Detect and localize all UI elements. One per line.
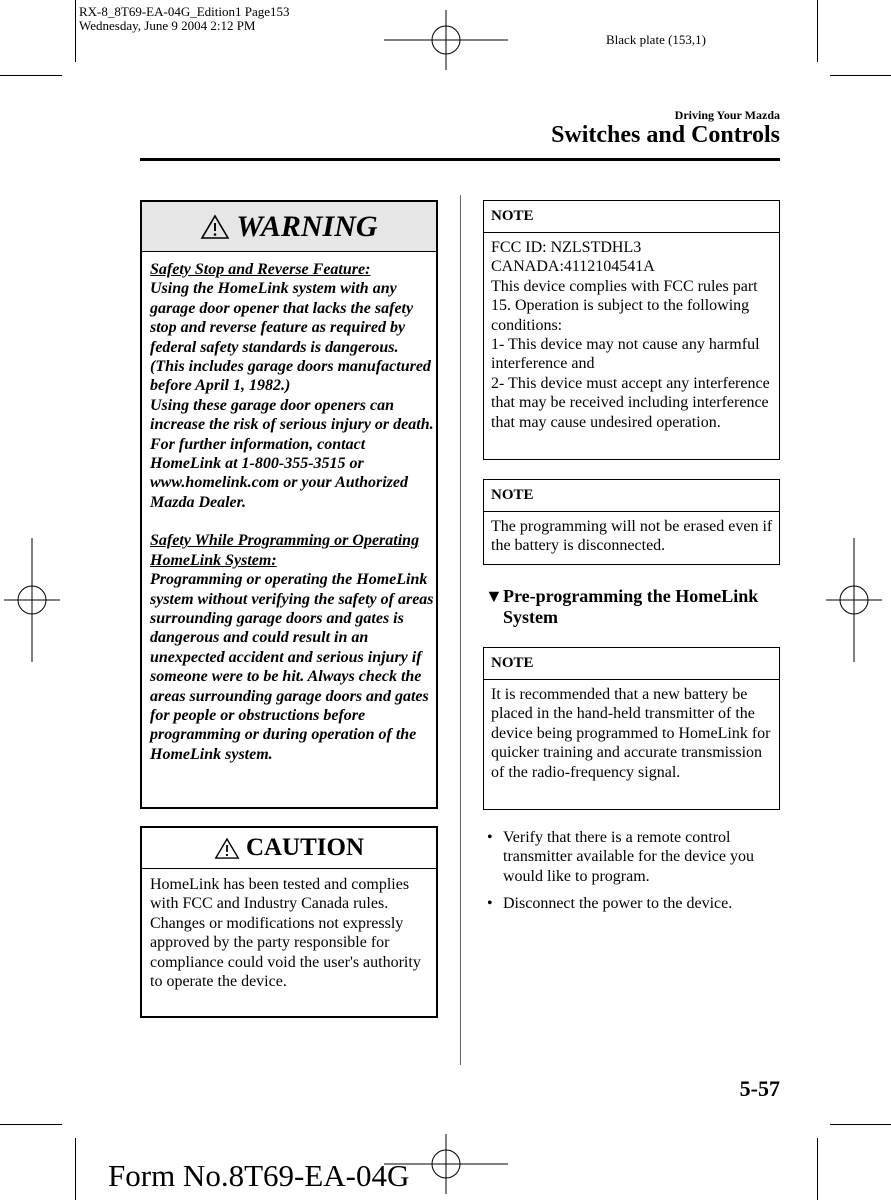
caution-box [140,826,438,1018]
caution-header [142,828,436,869]
crop-mark [817,1138,818,1200]
list-item-text: Disconnect the power to the device. [503,895,733,913]
note-line: FCC ID: NZLSTDHL3 [491,239,642,256]
warning-subhead-safety-stop: Safety Stop and Reverse Feature: [150,261,371,278]
column-divider [460,195,461,1065]
warning-paragraph: Using these garage door openers can increase the risk of serious injury or death. For further information, contact HomeLink at 1-800-355-3515 or www.homelink.com or your Authorized Mazda Dealer. [150,396,434,511]
note-box-fcc [483,200,780,460]
note-line: 1- This device may not cause any harmful interference and [491,336,760,373]
note-line: The programming will not be erased even if the battery is disconnected. [491,518,773,555]
warning-paragraph: Programming or operating the HomeLink system without verifying the safety of areas surrounding garage doors and gates is dangerous and could result in an unexpected accident and serious injury if someone were to be hit. Always check the areas surrounding garage doors and gates for people or obstructions before programming or during operation of the HomeLink system. [150,571,434,763]
crop-mark [0,75,62,76]
warning-subhead-programming: Safety While Programming or Operating HomeLink System: [150,532,420,569]
caution-triangle-icon [214,837,240,860]
note-box-recommendation [483,647,780,810]
caution-heading: CAUTION [245,834,365,861]
warning-heading: WARNING [236,209,378,243]
crop-mark [0,1124,62,1125]
crop-mark [830,75,891,76]
subsection-title: Pre-programming the HomeLink System [503,586,759,627]
note-heading: NOTE [484,201,779,233]
note-line: It is recommended that a new battery be placed in the hand-held transmitter of the device being programmed to HomeLink for quicker training and accurate transmission of the radio-frequency signal. [491,686,771,781]
note-line: This device complies with FCC rules part 15. Operation is subject to the following conditions: [491,277,758,334]
crop-mark [75,0,76,62]
registration-mark-right [826,538,882,662]
page-number: 5-57 [739,1076,780,1101]
note-heading: NOTE [484,480,779,512]
warning-box [140,200,438,809]
page-title: Switches and Controls [551,122,780,148]
header-rule [140,158,780,161]
section-kicker: Driving Your Mazda [674,108,780,122]
crop-mark [830,1124,891,1125]
crop-mark [75,1138,76,1200]
note-body [484,233,779,432]
list-item: • Disconnect the power to the device. [487,895,733,913]
warning-triangle-icon [200,214,230,240]
subsection-heading [485,586,785,628]
note-heading: NOTE [484,648,779,680]
crop-mark [817,0,818,62]
triangle-down-icon: ▼ [485,586,503,606]
plate-label: Black plate (153,1) [606,32,706,47]
warning-paragraph: Using the HomeLink system with any garage door opener that lacks the safety stop and reverse feature as required by federal safety standards is dangerous. (This includes garage doors manufactured before April 1, 1982.) [150,280,431,395]
note-line: CANADA:4112104541A [491,258,655,276]
form-number: Form No.8T69-EA-04G [108,1158,410,1193]
warning-header [142,202,436,252]
warning-body [142,252,436,764]
print-date-line: Wednesday, June 9 2004 2:12 PM [79,18,256,33]
note-box-battery [483,479,780,565]
list-item-text: Verify that there is a remote control transmitter available for the device you would like to program. [503,829,755,885]
print-file-line: RX-8_8T69-EA-04G_Edition1 Page153 [79,4,290,19]
caution-body: HomeLink has been tested and complies with FCC and Industry Canada rules. Changes or modifications not expressly approved by the party responsible for compliance could void the user's authority to operate the device. [150,876,421,991]
registration-mark-left [4,538,60,662]
list-item: • Verify that there is a remote control transmitter available for the device you would like to program. [487,829,755,885]
note-line: 2- This device must accept any interference that may be received including interference that may cause undesired operation. [491,374,770,431]
registration-mark-top [384,10,508,70]
bullet-list [485,828,780,922]
